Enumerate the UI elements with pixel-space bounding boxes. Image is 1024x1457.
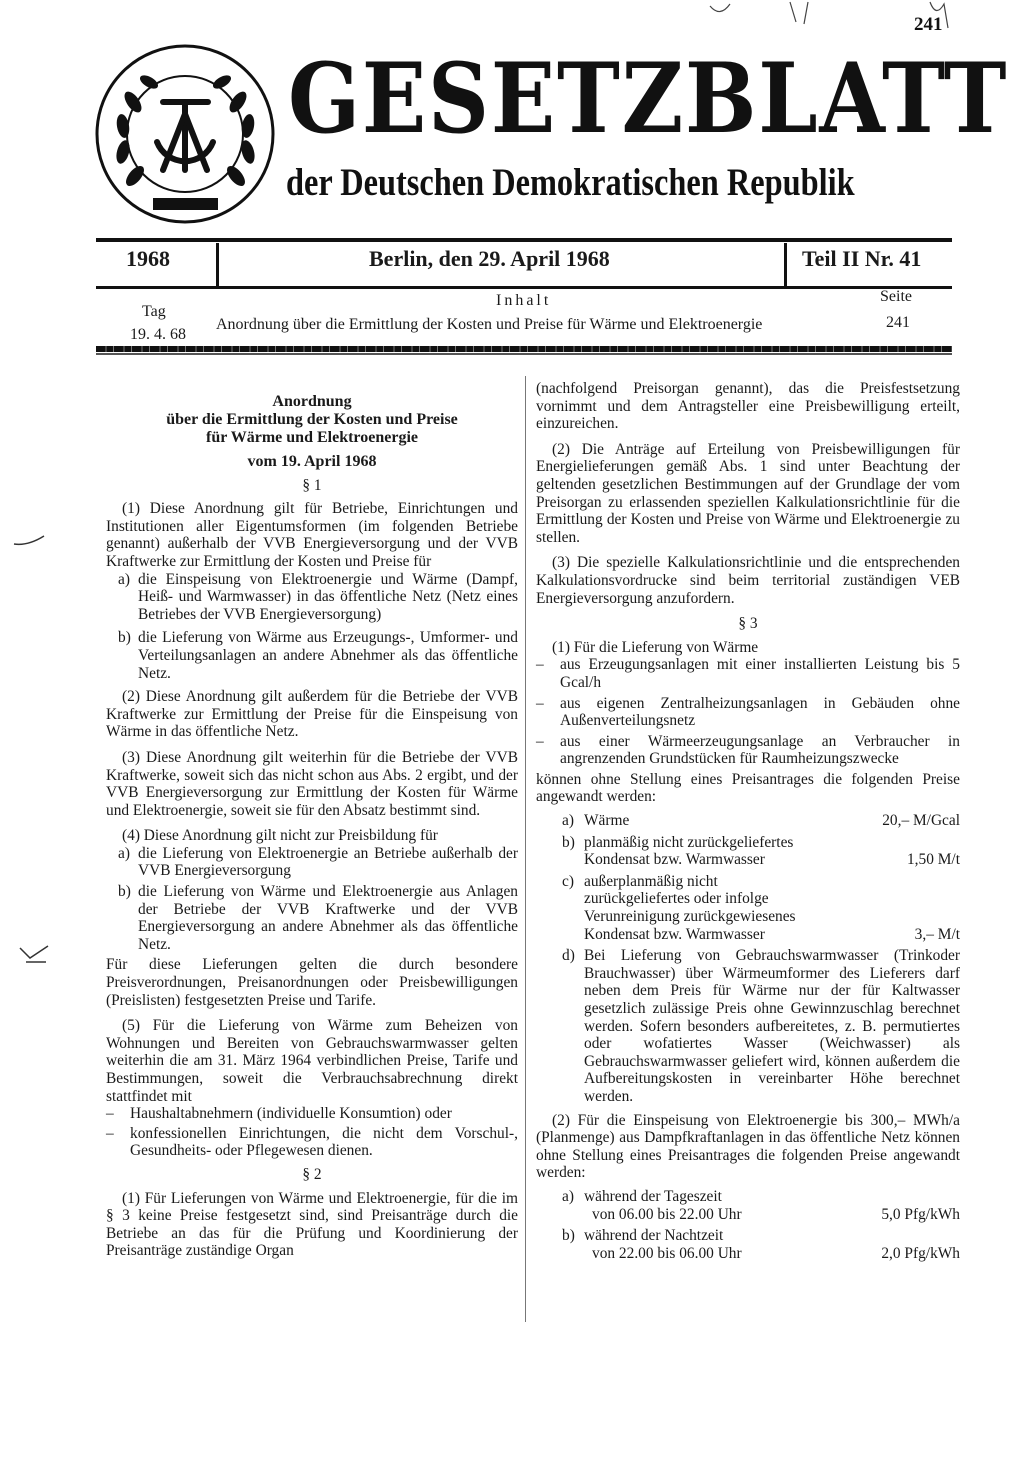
price-item — [562, 812, 960, 830]
issue-bar-divider — [784, 243, 787, 289]
price-item-line: während der Nachtzeit — [584, 1227, 724, 1245]
section-label: § 2 — [302, 1165, 322, 1183]
issue-year: 1968 — [126, 246, 170, 271]
masthead-title: GESETZBLATT — [288, 42, 1009, 155]
price-item — [562, 873, 960, 943]
price-item-text — [584, 1227, 858, 1262]
issue-bar — [96, 238, 952, 290]
list-item-text: die Einspeisung von Elektroenergie und Wärme (Dampf, Heiß- und Warmwasser) in das öffentliche Netz (Netz eines Betriebes der VVB Energieversorgung) — [138, 570, 518, 623]
toc-heading: Inhalt — [496, 292, 552, 309]
price-item-label: a) — [562, 812, 574, 830]
price-item-label: b) — [562, 1227, 575, 1245]
price-list — [562, 812, 960, 1106]
list-item — [536, 733, 960, 768]
issue-bar-bottom-rule — [96, 286, 952, 289]
paragraph: (2) Für die Einspeisung von Elektroenergie bis 300,– MWh/a (Planmenge) aus Dampfkraftanlagen in das öffentliche Netz können ohne Stellung eines Preisantrages die folgenden Preise angewandt werden: — [536, 1111, 960, 1182]
toc-day-label: Tag — [142, 303, 166, 320]
paragraph: (1) Für Lieferungen von Wärme und Elektroenergie, für die im § 3 keine Preise festgesetzt sind, sind Preisanträge durch die Betriebe an das für die Prüfung und Koordinierung der Preisanträge zuständige Organ — [106, 1189, 518, 1260]
list-item — [118, 883, 518, 953]
price-item-value: 1,50 M/t — [906, 851, 960, 869]
column-divider — [525, 376, 526, 1322]
price-item-value: 20,– M/Gcal — [882, 812, 960, 830]
page-number: 241 — [914, 14, 943, 35]
toc-bottom-rule — [96, 346, 952, 352]
masthead-subtitle: der Deutschen Demokratischen Republik — [286, 161, 855, 204]
paragraph: (2) Diese Anordnung gilt außerdem für die Betriebe der VVB Kraftwerke zur Ermittlung der Preise für die Einspeisung von Wärme in das öffentliche Netz. — [106, 688, 518, 741]
list-item-label: – — [536, 732, 544, 750]
toc-page-label: Seite — [880, 288, 912, 305]
list-item-text: die Lieferung von Wärme aus Erzeugungs-, Umformer- und Verteilungsanlagen an andere Abnehmer als das öffentliche Netz. — [138, 629, 518, 682]
paragraph: (1) Diese Anordnung gilt für Betriebe, Einrichtungen und Institutionen aller Eigentumsformen (im folgenden Betriebe genannt) außerhalb der VVB Energieversorgung und der VVB Kraftwerke zur Ermittlung der Kosten und Preise für — [106, 500, 518, 570]
list-item-label: – — [106, 1105, 114, 1123]
list-item-text: Bei Lieferung von Gebrauchswarmwasser (Trinkoder Brauchwasser) über Wärmeumformer des Lieferers darf neben dem Preis für Wärme nur der für Kaltwasser gesetzlich zulässige Preis ohne Gewinnzuschlag berechnet werden. Sofern besonders aufbereitetes, z. B. permutiertes oder wofatiertes Wasser (Weichwasser) als Gebrauchswarmwasser geliefert wird, können außerdem die Aufbereitungskosten in vereinbarter Höhe berechnet werden. — [584, 947, 960, 1105]
paragraph: können ohne Stellung eines Preisantrages die folgenden Preise angewandt werden: — [536, 770, 960, 806]
price-item-text — [584, 1188, 858, 1223]
state-emblem — [93, 42, 278, 227]
price-item-value: 5,0 Pfg/kWh — [881, 1205, 960, 1223]
price-list — [562, 1188, 960, 1262]
price-item-line: von 06.00 bis 22.00 Uhr — [592, 1205, 742, 1223]
price-item — [562, 834, 960, 869]
section-label: § 1 — [302, 476, 322, 494]
toc-entry-date: 19. 4. 68 — [130, 326, 186, 343]
price-item-label: c) — [562, 872, 574, 890]
list-item-text: Haushaltabnehmern (individuelle Konsumtion) oder — [130, 1105, 452, 1123]
price-item-line: während der Tageszeit — [584, 1187, 722, 1205]
paragraph: (1) Für die Lieferung von Wärme — [552, 638, 759, 656]
issue-bar-divider — [216, 243, 219, 289]
list-item-text: aus Erzeugungsanlagen mit einer installierten Leistung bis 5 Gcal/h — [560, 656, 960, 691]
list-item-label: d) — [562, 947, 575, 965]
list-item — [106, 1125, 518, 1160]
ordinance-date: vom 19. April 1968 — [247, 453, 377, 470]
margin-pen-mark — [16, 940, 56, 970]
list-item — [536, 656, 960, 691]
issue-part-number: Teil II Nr. 41 — [802, 246, 922, 271]
list-item-label: – — [536, 656, 544, 674]
price-item-text: außerplanmäßig nicht zurückgeliefertes oder infolge Verunreinigung zurückgewiesenes Kondensat bzw. Warmwasser — [584, 872, 796, 943]
margin-handwriting — [700, 0, 960, 30]
ordinance-heading-line: über die Ermittlung der Kosten und Preise — [166, 411, 458, 428]
left-column — [106, 393, 518, 1268]
price-item-text: Wärme — [584, 812, 630, 830]
list-item — [536, 695, 960, 730]
paragraph: (5) Für die Lieferung von Wärme zum Beheizen von Wohnungen und Bereiten von Gebrauchswarmwasser gelten weiterhin die am 31. März 1964 verbindlichen Preise, Tarife und Bestimmungen, soweit die Verbrauchsabrechnung direkt stattfindet mit — [106, 1017, 518, 1105]
list-item-label: a) — [118, 570, 130, 588]
list-item — [562, 947, 960, 1105]
list-item-text: konfessionellen Einrichtungen, die nicht dem Vorschul-, Gesundheits- oder Pflegewesen dienen. — [130, 1124, 518, 1160]
list-item-label: b) — [118, 629, 131, 647]
list-item — [106, 1105, 518, 1123]
list-item-label: – — [106, 1124, 114, 1142]
issue-place-date: Berlin, den 29. April 1968 — [369, 246, 610, 271]
price-item-label: a) — [562, 1187, 574, 1205]
list-item-text: die Lieferung von Wärme und Elektroenergie aus Anlagen der Betriebe der VVB Kraftwerke und der VVB Energieversorgung an andere Abnehmer als das öffentliche Netz. — [138, 883, 518, 953]
right-column — [536, 380, 960, 1266]
price-item-line: von 22.00 bis 06.00 Uhr — [592, 1244, 742, 1262]
paragraph: (3) Die spezielle Kalkulationsrichtlinie und die entsprechenden Kalkulationsvordrucke sind beim territorial zuständigen VEB Energieversorgung anzufordern. — [536, 554, 960, 607]
price-item — [562, 1227, 960, 1262]
list-item — [118, 845, 518, 880]
toc-bottom-rule — [96, 353, 952, 355]
price-item-value: 3,– M/t — [914, 925, 960, 943]
list-item-text: aus eigenen Zentralheizungsanlagen in Gebäuden ohne Außenverteilungsnetz — [560, 694, 960, 730]
list-item-text: aus einer Wärmeerzeugungsanlage an Verbraucher in angrenzenden Grundstücken für Raumheizungszwecke — [560, 732, 960, 768]
paragraph: (nachfolgend Preisorgan genannt), das die Preisfestsetzung vornimmt und dem Antragsteller eine Preisbewilligung erteilt, einzureichen. — [536, 380, 960, 433]
paragraph: Für diese Lieferungen gelten die durch besondere Preisverordnungen, Preisanordnungen oder Preisbewilligungen (Preislisten) festgesetzten Preise und Tarife. — [106, 956, 518, 1009]
list-item — [118, 571, 518, 624]
list-item-label: a) — [118, 844, 130, 862]
price-item-value: 2,0 Pfg/kWh — [881, 1244, 960, 1262]
price-item — [562, 1188, 960, 1223]
ordinance-heading — [106, 393, 518, 447]
toc-entry-page: 241 — [886, 314, 910, 331]
list-item-label: – — [536, 694, 544, 712]
list-item-label: b) — [118, 883, 131, 901]
price-item-text: planmäßig nicht zurückgeliefertes Kondensat bzw. Warmwasser — [584, 833, 794, 869]
ordinance-heading-line: Anordnung — [272, 393, 352, 410]
list-item-text: die Lieferung von Elektroenergie an Betriebe außerhalb der VVB Energieversorgung — [138, 844, 518, 880]
margin-pen-mark — [10, 530, 50, 554]
toc-entry-title: Anordnung über die Ermittlung der Kosten und Preise für Wärme und Elektroenergie — [216, 316, 763, 333]
paragraph: (3) Diese Anordnung gilt weiterhin für die Betriebe der VVB Kraftwerke, soweit sich das nicht schon aus Abs. 2 ergibt, und der VVB Energieversorgung zur Ermittlung der Kosten für Wärme und Elektroenergie, soweit sie für den Absatz bestimmt sind. — [106, 748, 518, 819]
paragraph: (4) Diese Anordnung gilt nicht zur Preisbildung für — [122, 827, 438, 845]
issue-bar-top-rule — [96, 238, 952, 242]
list-item — [118, 629, 518, 682]
section-label: § 3 — [738, 615, 758, 633]
price-item-label: b) — [562, 833, 575, 851]
paragraph: (2) Die Anträge auf Erteilung von Preisbewilligungen für Energielieferungen gemäß Abs. 1 sind unter Beachtung der geltenden gesetzlichen Bestimmungen auf der Grundlage der vom Preisorgan zu erlassenden speziellen Kalkulationsrichtlinie für die Ermittlung der Kosten und Preise von Wärme und Elektroenergie zu stellen. — [536, 440, 960, 546]
ordinance-heading-line: für Wärme und Elektroenergie — [206, 429, 418, 446]
